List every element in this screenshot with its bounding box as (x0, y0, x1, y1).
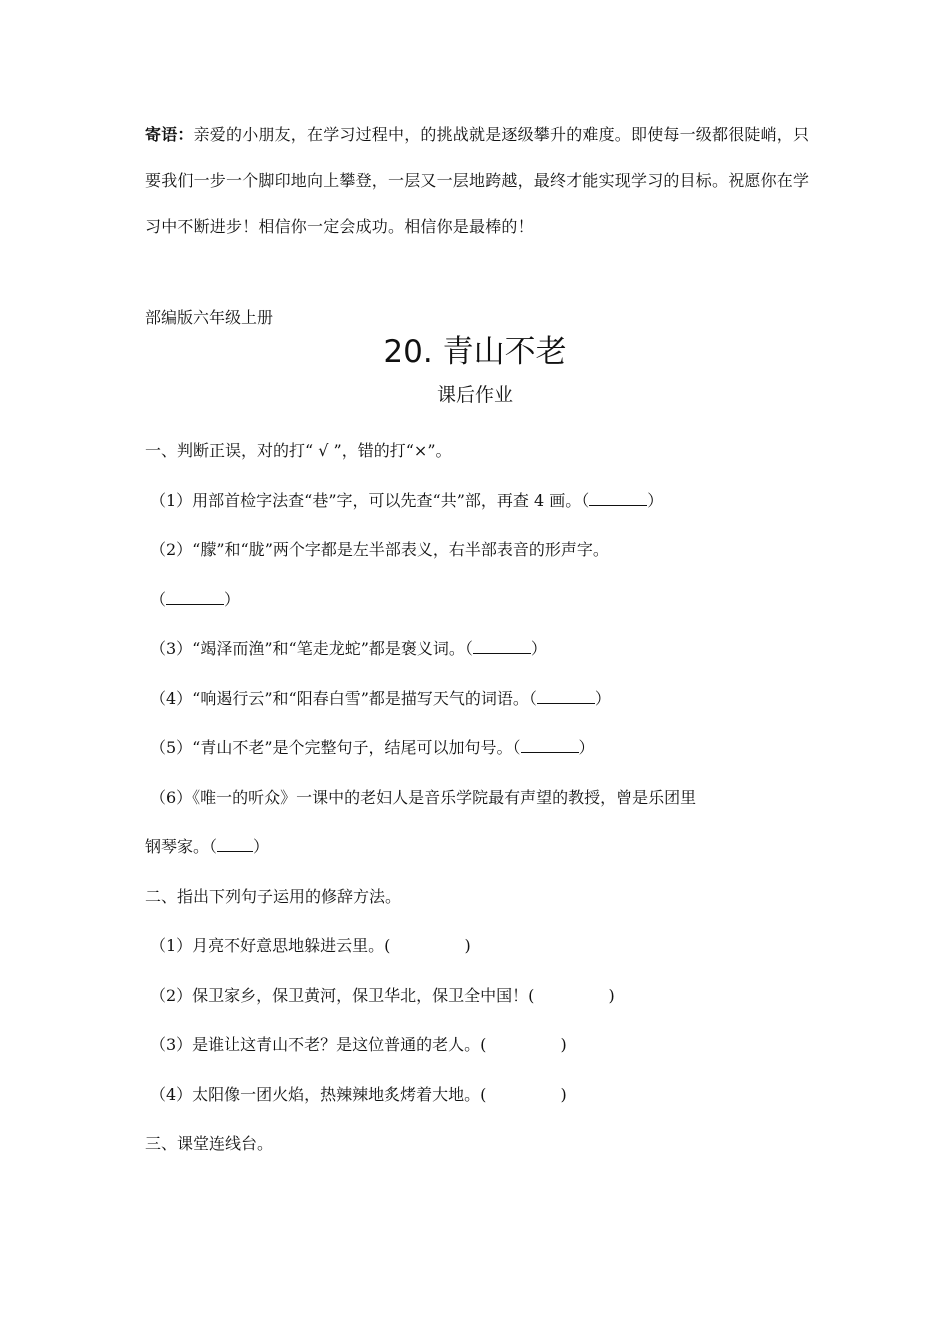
answer-blank[interactable] (537, 689, 595, 704)
answer-blank[interactable] (473, 639, 531, 654)
section-2-heading: 二、指出下列句子运用的修辞方法。 (145, 887, 402, 906)
rhetoric-question-3: （3）是谁让这青山不老？是这位普通的老人。( ) (150, 1035, 567, 1054)
answer-blank[interactable] (217, 837, 253, 852)
section-3-heading: 三、课堂连线台。 (145, 1134, 274, 1153)
judge-question-6: （6）《唯一的听众》一课中的老妇人是音乐学院最有声望的教授，曾是乐团里 (150, 788, 697, 807)
judge-question-6-answer: 钢琴家。（ ） (145, 837, 270, 856)
rhetoric-question-4: （4）太阳像一团火焰，热辣辣地炙烤着大地。( ) (150, 1085, 567, 1104)
lesson-title: 20. 青山不老 (383, 334, 567, 370)
lesson-subtitle: 课后作业 (436, 384, 513, 406)
answer-blank[interactable] (521, 738, 579, 753)
rhetoric-question-2: （2）保卫家乡，保卫黄河，保卫华北，保卫全中国！( ) (150, 986, 615, 1005)
judge-question-4: （4）“响遏行云”和“阳春白雪”都是描写天气的词语。（ ） (150, 689, 611, 708)
judge-question-5: （5）“青山不老”是个完整句子，结尾可以加句号。（ ） (150, 738, 595, 757)
section-1-heading: 一、判断正误，对的打“ √ ”，错的打“×”。 (145, 441, 452, 460)
rhetoric-question-1: （1）月亮不好意思地躲进云里。( ) (150, 936, 471, 955)
judge-question-3: （3）“竭泽而渔”和“笔走龙蛇”都是褒义词。（ ） (150, 639, 547, 658)
answer-blank[interactable] (589, 491, 647, 506)
answer-blank[interactable] (166, 590, 224, 605)
subject-label: 部编版六年级上册 (145, 308, 274, 327)
judge-question-2: （2）“朦”和“胧”两个字都是左半部表义，右半部表音的形声字。 (150, 540, 609, 559)
intro-text: 亲爱的小朋友，在学习过程中，的挑战就是逐级攀升的难度。即使每一级都很陡峭，只要我们一步一个脚印地向上攀登，一层又一层地跨越，最终才能实现学习的目标。祝愿你在学习中不断进步！相信你一定会成功。相信你是最棒的！ (145, 125, 810, 236)
intro-paragraph (145, 112, 825, 250)
judge-question-1: （1）用部首检字法查“巷”字，可以先查“共”部，再查 4 画。（ ） (150, 491, 664, 510)
judge-question-2-answer: （ ） (150, 590, 241, 609)
intro-label: 寄语： (145, 125, 194, 144)
